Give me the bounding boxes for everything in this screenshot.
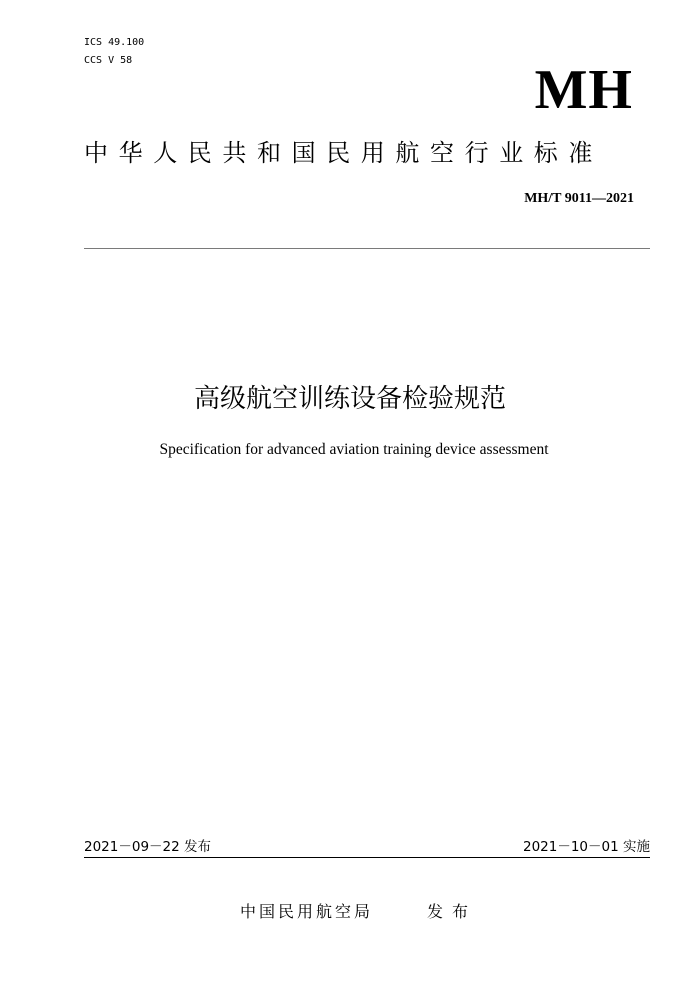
industry-standard-title: 中华人民共和国民用航空行业标准 <box>84 139 603 167</box>
bottom-divider <box>84 857 650 858</box>
standard-number: MH/T 9011—2021 <box>524 191 634 206</box>
mh-logo: MH <box>534 59 633 121</box>
implementation-date: 2021－10－01 实施 <box>522 839 650 855</box>
ccs-code: CCS V 58 <box>84 55 133 66</box>
publisher-name: 中国民用航空局 <box>240 902 374 921</box>
publish-action: 发布 <box>427 902 478 921</box>
document-title-chinese: 高级航空训练设备检验规范 <box>193 384 506 414</box>
ics-code: ICS 49.100 <box>84 37 145 48</box>
issue-date: 2021－09－22 发布 <box>84 839 212 855</box>
top-divider <box>84 248 650 249</box>
document-title-english: Specification for advanced aviation training device assessment <box>159 441 549 458</box>
